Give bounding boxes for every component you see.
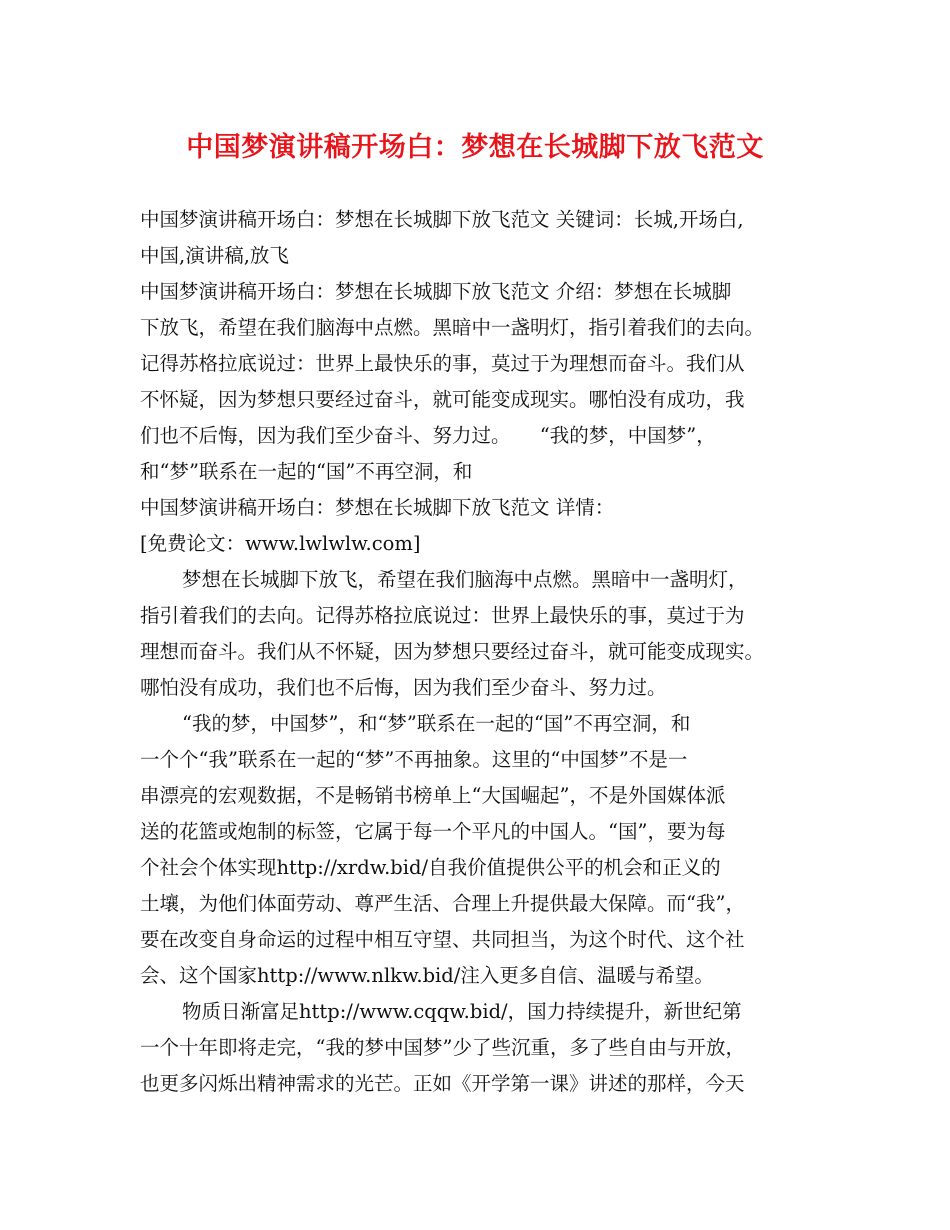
body-line: 和“梦”联系在一起的“国”不再空洞，和	[140, 460, 473, 483]
body-line: 中国梦演讲稿开场白：梦想在长城脚下放飞范文 关键词：长城,开场白,	[140, 208, 744, 231]
body-line: [免费论文：www.lwlwlw.com]	[140, 532, 421, 555]
body-line: 一个十年即将走完，“我的梦中国梦”少了些沉重，多了些自由与开放，	[140, 1036, 745, 1059]
body-line: 下放飞，希望在我们脑海中点燃。黑暗中一盏明灯，指引着我们的去向。	[140, 316, 765, 339]
body-line: 中国,演讲稿,放飞	[140, 244, 289, 267]
body-line: 不怀疑，因为梦想只要经过奋斗，就可能变成现实。哪怕没有成功，我	[140, 388, 745, 411]
body-line: 物质日渐富足http://www.cqqw.bid/，国力持续提升，新世纪第	[182, 1000, 742, 1023]
body-line: 土壤，为他们体面劳动、尊严生活、合理上升提供最大保障。而“我”，	[140, 892, 745, 915]
body-line: 哪怕没有成功，我们也不后悔，因为我们至少奋斗、努力过。	[140, 676, 667, 699]
body-line: 个社会个体实现http://xrdw.bid/自我价值提供公平的机会和正义的	[140, 856, 721, 879]
body-line: 指引着我们的去向。记得苏格拉底说过：世界上最快乐的事，莫过于为	[140, 604, 745, 627]
document-body	[140, 202, 830, 1102]
body-line: “我的梦，中国梦”，和“梦”联系在一起的“国”不再空洞，和	[182, 712, 691, 735]
body-line: 理想而奋斗。我们从不怀疑，因为梦想只要经过奋斗，就可能变成现实。	[140, 640, 765, 663]
body-line: 一个个“我”联系在一起的“梦”不再抽象。这里的“中国梦”不是一	[140, 748, 688, 771]
body-line: 送的花篮或炮制的标签，它属于每一个平凡的中国人。“国”，要为每	[140, 820, 726, 843]
body-line: 记得苏格拉底说过：世界上最快乐的事，莫过于为理想而奋斗。我们从	[140, 352, 745, 375]
document-title: 中国梦演讲稿开场白：梦想在长城脚下放飞范文	[186, 132, 764, 163]
body-line: 也更多闪烁出精神需求的光芒。正如《开学第一课》讲述的那样，今天	[140, 1072, 745, 1095]
body-line: 们也不后悔，因为我们至少奋斗、努力过。 “我的梦，中国梦”，	[140, 424, 716, 447]
body-line: 中国梦演讲稿开场白：梦想在长城脚下放飞范文 介绍：梦想在长城脚	[140, 280, 732, 303]
body-line: 会、这个国家http://www.nlkw.bid/注入更多自信、温暖与希望。	[140, 964, 714, 987]
body-line: 串漂亮的宏观数据，不是畅销书榜单上“大国崛起”，不是外国媒体派	[140, 784, 726, 807]
body-line: 中国梦演讲稿开场白：梦想在长城脚下放飞范文 详情：	[140, 496, 615, 519]
body-line: 要在改变自身命运的过程中相互守望、共同担当，为这个时代、这个社	[140, 928, 745, 951]
body-line: 梦想在长城脚下放飞，希望在我们脑海中点燃。黑暗中一盏明灯，	[182, 568, 748, 591]
